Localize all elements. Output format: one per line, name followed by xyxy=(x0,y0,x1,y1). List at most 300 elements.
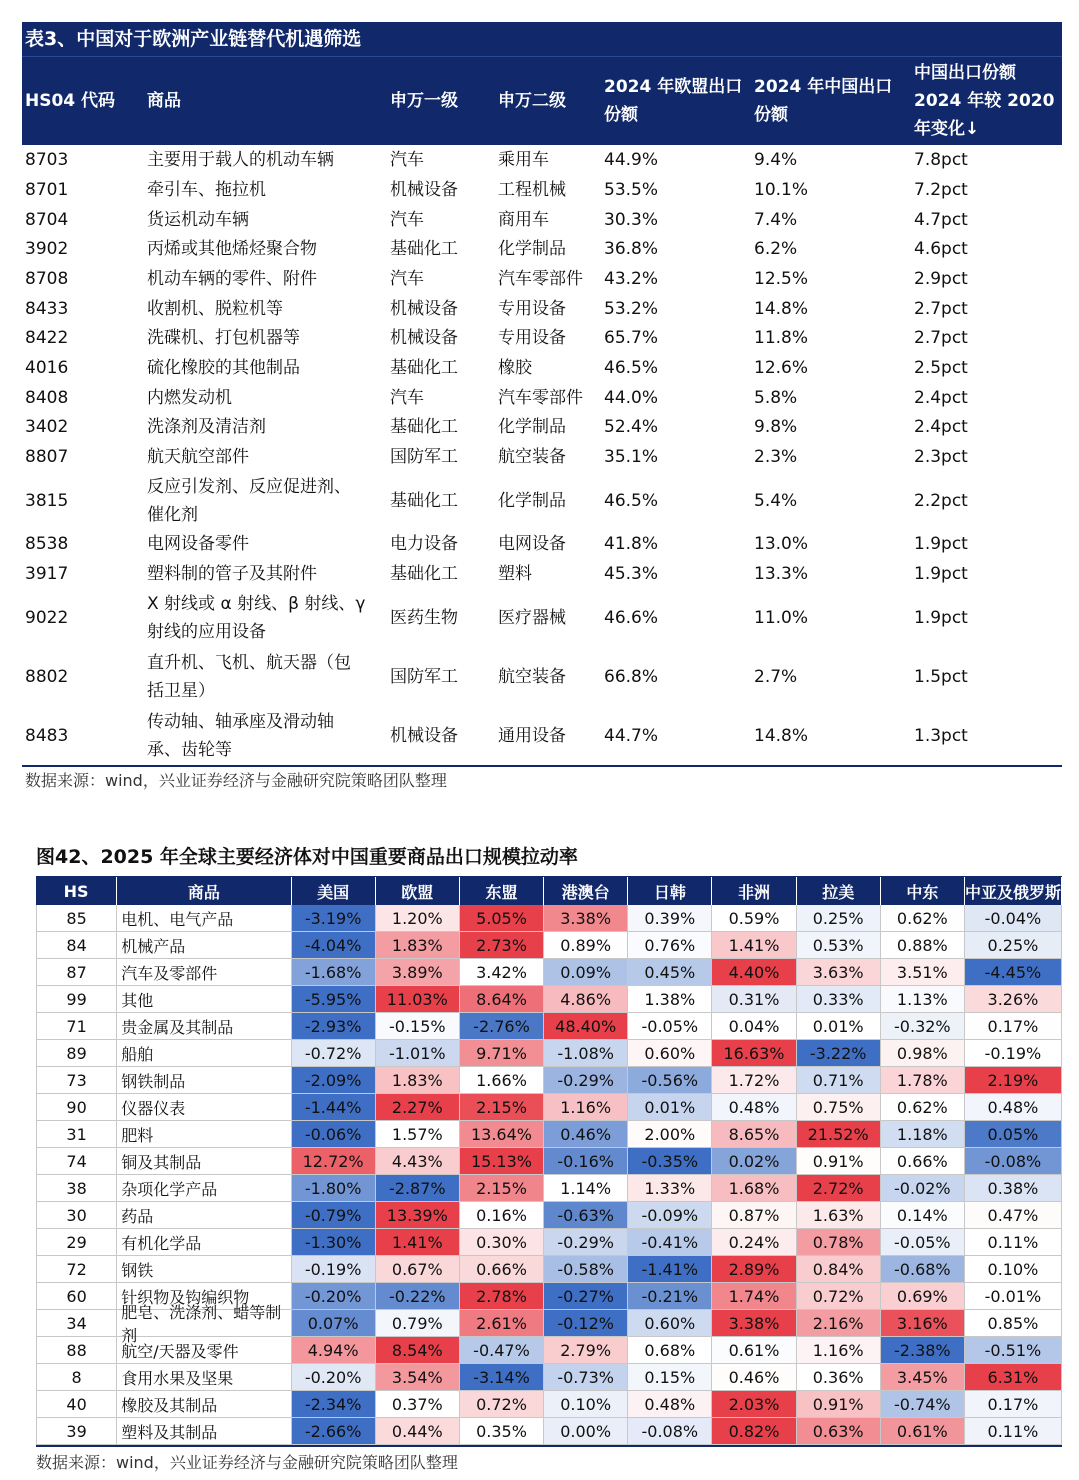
figure42-value-cell: -0.72% xyxy=(292,1040,376,1067)
figure42-value-cell: 2.16% xyxy=(797,1310,881,1337)
table3-row xyxy=(22,442,1062,472)
figure42-value-cell: 0.60% xyxy=(628,1310,712,1337)
table3-row xyxy=(22,175,1062,205)
figure42-value-cell: 2.78% xyxy=(460,1283,544,1310)
table3-header-cell: HS04 代码 xyxy=(25,91,116,111)
table3-cell: 通用设备 xyxy=(498,725,566,746)
figure42-value-cell: 1.38% xyxy=(628,986,712,1013)
table3-cell: 1.3pct xyxy=(914,725,968,746)
figure42-value-cell: 8.65% xyxy=(712,1121,796,1148)
figure42-value-cell: 0.44% xyxy=(376,1418,460,1445)
figure42-hs-cell: 8 xyxy=(36,1364,117,1391)
table3-cell: X 射线或 α 射线、β 射线、γ 射线的应用设备 xyxy=(147,593,366,642)
figure42-value-cell: 0.68% xyxy=(628,1337,712,1364)
figure42-value-cell: -0.15% xyxy=(376,1013,460,1040)
table3-cell: 8538 xyxy=(25,534,69,554)
figure42-value-cell: -0.20% xyxy=(292,1283,376,1310)
figure42-value-cell: -2.34% xyxy=(292,1391,376,1418)
figure42-value-cell: 0.62% xyxy=(881,1094,965,1121)
figure42-value-cell: 0.33% xyxy=(797,986,881,1013)
table3-row xyxy=(22,145,1062,175)
figure42-title: 图42、2025 年全球主要经济体对中国重要商品出口规模拉动率 xyxy=(36,846,578,868)
table3-cell: 7.4% xyxy=(754,209,798,230)
figure42-value-cell: 1.78% xyxy=(881,1067,965,1094)
figure42-row xyxy=(36,1067,1062,1094)
figure42-header-cell: 日韩 xyxy=(628,877,712,905)
table3-cell: 30.3% xyxy=(604,209,659,230)
table3-cell: 14.8% xyxy=(754,725,809,746)
figure42-value-cell: 2.73% xyxy=(460,932,544,959)
table3-cell: 机械设备 xyxy=(390,180,458,200)
figure42-value-cell: -0.63% xyxy=(544,1202,628,1229)
figure42-value-cell: 2.79% xyxy=(544,1337,628,1364)
table3-cell: 内燃发动机 xyxy=(147,387,232,408)
table3-cell: 1.9pct xyxy=(914,563,968,584)
table3-cell: 航天航空部件 xyxy=(147,447,249,467)
figure42-value-cell: 0.75% xyxy=(797,1094,881,1121)
figure42-value-cell: -2.38% xyxy=(881,1337,965,1364)
figure42-value-cell: 0.45% xyxy=(628,959,712,986)
figure42-row xyxy=(36,1148,1062,1175)
figure42-value-cell: 2.27% xyxy=(376,1094,460,1121)
figure42-value-cell: 0.24% xyxy=(712,1229,796,1256)
table3-cell: 主要用于载人的机动车辆 xyxy=(147,150,334,170)
figure42-hs-cell: 87 xyxy=(36,959,117,986)
figure42-value-cell: -1.68% xyxy=(292,959,376,986)
figure42-value-cell: 16.63% xyxy=(712,1040,796,1067)
figure42-value-cell: -0.21% xyxy=(628,1283,712,1310)
figure42-product-cell: 机械产品 xyxy=(117,932,291,959)
figure42-value-cell: 8.54% xyxy=(376,1337,460,1364)
table3-cell: 机械设备 xyxy=(390,328,458,348)
figure42-hs-cell: 29 xyxy=(36,1229,117,1256)
table3-cell: 丙烯或其他烯烃聚合物 xyxy=(147,239,317,259)
figure42-value-cell: 0.16% xyxy=(460,1202,544,1229)
table3-cell: 8422 xyxy=(25,328,69,348)
figure42-value-cell: 0.60% xyxy=(628,1040,712,1067)
figure42-value-cell: -0.05% xyxy=(881,1229,965,1256)
figure42-value-cell: -0.41% xyxy=(628,1229,712,1256)
figure42-value-cell: -0.20% xyxy=(292,1364,376,1391)
figure42-row xyxy=(36,1337,1062,1364)
figure42-product-cell: 航空/天器及零件 xyxy=(117,1337,291,1364)
figure42-value-cell: -0.35% xyxy=(628,1148,712,1175)
figure42-row xyxy=(36,986,1062,1013)
figure42-value-cell: 0.02% xyxy=(712,1148,796,1175)
figure42-value-cell: 5.05% xyxy=(460,905,544,932)
figure42-value-cell: 0.53% xyxy=(797,932,881,959)
figure42-value-cell: 0.15% xyxy=(628,1364,712,1391)
table3-row xyxy=(22,588,1062,647)
figure42-value-cell: -0.08% xyxy=(628,1418,712,1445)
figure42-value-cell: 0.48% xyxy=(628,1391,712,1418)
table3-cell: 8703 xyxy=(25,150,69,170)
figure42-value-cell: 0.79% xyxy=(376,1310,460,1337)
table3-cell: 41.8% xyxy=(604,534,659,554)
figure42-product-cell: 铜及其制品 xyxy=(117,1148,291,1175)
table3-cell: 国防军工 xyxy=(390,666,458,687)
table3 xyxy=(22,22,1062,767)
figure42-row xyxy=(36,1391,1062,1418)
figure42-value-cell: 0.09% xyxy=(544,959,628,986)
table3-cell: 5.4% xyxy=(754,490,798,511)
table3-cell: 35.1% xyxy=(604,447,659,467)
figure42-value-cell: 0.85% xyxy=(965,1310,1062,1337)
figure42-hs-cell: 31 xyxy=(36,1121,117,1148)
figure42-value-cell: 0.89% xyxy=(544,932,628,959)
table3-cell: 化学制品 xyxy=(498,239,566,259)
figure42-product-cell: 钢铁 xyxy=(117,1256,291,1283)
figure42-value-cell: 11.03% xyxy=(376,986,460,1013)
figure42-value-cell: 1.41% xyxy=(712,932,796,959)
figure42-value-cell: 0.87% xyxy=(712,1202,796,1229)
table3-cell: 商用车 xyxy=(498,209,549,230)
figure42-value-cell: -0.19% xyxy=(292,1256,376,1283)
table3-cell: 2.9pct xyxy=(914,269,968,289)
figure42-hs-cell: 88 xyxy=(36,1337,117,1364)
table3-cell: 2.3pct xyxy=(914,447,968,467)
figure42-value-cell: -1.80% xyxy=(292,1175,376,1202)
figure42-hs-cell: 71 xyxy=(36,1013,117,1040)
table3-cell: 电力设备 xyxy=(390,534,458,554)
table3-header-cell: 2024 年中国出口 份额 xyxy=(754,77,893,125)
figure42-value-cell: 0.69% xyxy=(881,1283,965,1310)
figure42-value-cell: -3.22% xyxy=(797,1040,881,1067)
table3-cell: 2.7% xyxy=(754,666,798,687)
figure42-value-cell: 0.01% xyxy=(797,1013,881,1040)
figure42-value-cell: 0.17% xyxy=(965,1391,1062,1418)
figure42-product-cell: 针织物及钩编织物 xyxy=(117,1283,291,1310)
table3-cell: 直升机、飞机、航天器（包 括卫星） xyxy=(147,652,351,701)
figure42-value-cell: 48.40% xyxy=(544,1013,628,1040)
figure42-value-cell: -1.30% xyxy=(292,1229,376,1256)
table3-cell: 7.8pct xyxy=(914,150,968,170)
figure42-value-cell: 2.15% xyxy=(460,1094,544,1121)
table3-cell: 汽车 xyxy=(390,209,424,230)
figure42-header-cell: 拉美 xyxy=(797,877,881,905)
table3-cell: 45.3% xyxy=(604,563,659,584)
table3-cell: 洗碟机、打包机器等 xyxy=(147,328,300,348)
table3-cell: 汽车零部件 xyxy=(498,269,583,289)
figure42-product-cell: 肥料 xyxy=(117,1121,291,1148)
table3-cell: 3815 xyxy=(25,490,69,511)
figure42-value-cell: 12.72% xyxy=(292,1148,376,1175)
figure42-hs-cell: 90 xyxy=(36,1094,117,1121)
figure42-value-cell: -0.74% xyxy=(881,1391,965,1418)
table3-cell: 8708 xyxy=(25,269,69,289)
table3-cell: 9.4% xyxy=(754,150,798,170)
table3-cell: 收割机、脱粒机等 xyxy=(147,298,283,319)
table3-cell: 化学制品 xyxy=(498,490,566,511)
table3-header xyxy=(22,56,1062,145)
figure42-product-cell: 贵金属及其制品 xyxy=(117,1013,291,1040)
figure42-value-cell: 0.67% xyxy=(376,1256,460,1283)
figure42-row xyxy=(36,959,1062,986)
table3-cell: 化学制品 xyxy=(498,417,566,437)
table3-cell: 44.9% xyxy=(604,150,659,170)
figure42-value-cell: 0.78% xyxy=(797,1229,881,1256)
figure42-header-cell: 非洲 xyxy=(712,877,796,905)
figure42-value-cell: 0.61% xyxy=(881,1418,965,1445)
table3-cell: 塑料制的管子及其附件 xyxy=(147,563,317,584)
table3-cell: 11.0% xyxy=(754,607,809,628)
figure42-value-cell: -1.41% xyxy=(628,1256,712,1283)
figure42-value-cell: -1.01% xyxy=(376,1040,460,1067)
figure42-header-cell: 欧盟 xyxy=(376,877,460,905)
figure42-header-cell: 港澳台 xyxy=(544,877,628,905)
figure42-row xyxy=(36,932,1062,959)
figure42-hs-cell: 72 xyxy=(36,1256,117,1283)
figure42-row xyxy=(36,1094,1062,1121)
table3-cell: 9.8% xyxy=(754,417,798,437)
figure42-value-cell: 2.00% xyxy=(628,1121,712,1148)
figure42-hs-cell: 40 xyxy=(36,1391,117,1418)
table3-cell: 橡胶 xyxy=(498,358,532,378)
figure42-hs-cell: 30 xyxy=(36,1202,117,1229)
table3-cell: 11.8% xyxy=(754,328,809,348)
figure42-value-cell: 0.07% xyxy=(292,1310,376,1337)
table3-cell: 机动车辆的零件、附件 xyxy=(147,269,317,289)
table3-cell: 基础化工 xyxy=(390,239,458,259)
table3-row xyxy=(22,353,1062,383)
figure42-value-cell: -0.29% xyxy=(544,1229,628,1256)
figure42-value-cell: -3.14% xyxy=(460,1364,544,1391)
figure42-value-cell: 0.63% xyxy=(797,1418,881,1445)
figure42-value-cell: 1.33% xyxy=(628,1175,712,1202)
figure42-row xyxy=(36,1256,1062,1283)
table3-cell: 医疗器械 xyxy=(498,607,566,628)
figure42-value-cell: 0.91% xyxy=(797,1391,881,1418)
table3-cell: 4.6pct xyxy=(914,239,968,259)
table3-cell: 5.8% xyxy=(754,387,798,408)
figure42-value-cell: 0.61% xyxy=(712,1337,796,1364)
figure42-value-cell: 0.38% xyxy=(965,1175,1062,1202)
figure42-value-cell: 3.38% xyxy=(544,905,628,932)
figure42-value-cell: 1.74% xyxy=(712,1283,796,1310)
figure42-value-cell: -0.79% xyxy=(292,1202,376,1229)
table3-header-cell: 申万一级 xyxy=(390,91,458,111)
figure42-value-cell: -0.12% xyxy=(544,1310,628,1337)
table3-cell: 46.5% xyxy=(604,358,659,378)
figure42-row xyxy=(36,1364,1062,1391)
table3-cell: 工程机械 xyxy=(498,180,566,200)
table3-row xyxy=(22,706,1062,765)
figure42-value-cell: 0.05% xyxy=(965,1121,1062,1148)
figure42-value-cell: 0.25% xyxy=(965,932,1062,959)
figure42-value-cell: 0.46% xyxy=(712,1364,796,1391)
figure42-product-cell: 仪器仪表 xyxy=(117,1094,291,1121)
table3-cell: 6.2% xyxy=(754,239,798,259)
figure42-hs-cell: 84 xyxy=(36,932,117,959)
table3-cell: 46.6% xyxy=(604,607,659,628)
figure42-value-cell: -0.73% xyxy=(544,1364,628,1391)
figure42-hs-cell: 39 xyxy=(36,1418,117,1445)
table3-cell: 44.0% xyxy=(604,387,659,408)
table3-row xyxy=(22,294,1062,323)
table3-source: 数据来源：wind，兴业证券经济与金融研究院策略团队整理 xyxy=(25,771,447,790)
figure42-value-cell: 0.25% xyxy=(797,905,881,932)
figure42-value-cell: 1.16% xyxy=(797,1337,881,1364)
figure42-row xyxy=(36,1013,1062,1040)
figure42-value-cell: 3.63% xyxy=(797,959,881,986)
figure42-value-cell: 1.66% xyxy=(460,1067,544,1094)
figure42-value-cell: 3.42% xyxy=(460,959,544,986)
table3-cell: 3402 xyxy=(25,417,69,437)
figure42-value-cell: -0.05% xyxy=(628,1013,712,1040)
figure42-value-cell: -0.22% xyxy=(376,1283,460,1310)
figure42-value-cell: 0.72% xyxy=(797,1283,881,1310)
figure42-value-cell: 3.89% xyxy=(376,959,460,986)
figure42-value-cell: -2.76% xyxy=(460,1013,544,1040)
figure42-value-cell: 8.64% xyxy=(460,986,544,1013)
figure42-value-cell: 4.40% xyxy=(712,959,796,986)
figure42-product-cell: 有机化学品 xyxy=(117,1229,291,1256)
figure42-product-cell: 药品 xyxy=(117,1202,291,1229)
figure42-value-cell: 0.98% xyxy=(881,1040,965,1067)
table3-cell: 专用设备 xyxy=(498,328,566,348)
figure42-row xyxy=(36,1229,1062,1256)
figure42-value-cell: 4.43% xyxy=(376,1148,460,1175)
table3-row xyxy=(22,264,1062,294)
figure42-value-cell: 2.15% xyxy=(460,1175,544,1202)
figure42-value-cell: 0.14% xyxy=(881,1202,965,1229)
figure42-value-cell: -0.47% xyxy=(460,1337,544,1364)
figure42-value-cell: -4.45% xyxy=(965,959,1062,986)
figure42-value-cell: -3.19% xyxy=(292,905,376,932)
figure42-value-cell: 1.63% xyxy=(797,1202,881,1229)
figure42-value-cell: 2.61% xyxy=(460,1310,544,1337)
figure42-value-cell: 4.94% xyxy=(292,1337,376,1364)
table3-cell: 2.7pct xyxy=(914,298,968,319)
table3-cell: 8704 xyxy=(25,209,69,230)
table3-cell: 4.7pct xyxy=(914,209,968,230)
figure42-product-cell: 塑料及其制品 xyxy=(117,1418,291,1445)
table3-row xyxy=(22,412,1062,442)
figure42-row xyxy=(36,1040,1062,1067)
figure42-table xyxy=(36,876,1062,1447)
figure42-value-cell: -1.08% xyxy=(544,1040,628,1067)
table3-cell: 12.6% xyxy=(754,358,809,378)
figure42-value-cell: 3.16% xyxy=(881,1310,965,1337)
figure42-header-cell: 美国 xyxy=(292,877,376,905)
figure42-header-cell: 中亚及俄罗斯 xyxy=(965,877,1062,905)
figure42-value-cell: -4.04% xyxy=(292,932,376,959)
figure42-value-cell: 1.18% xyxy=(881,1121,965,1148)
figure42-value-cell: 0.00% xyxy=(544,1418,628,1445)
table3-cell: 52.4% xyxy=(604,417,659,437)
figure42-value-cell: 0.31% xyxy=(712,986,796,1013)
figure42-row xyxy=(36,1303,1062,1345)
table3-body xyxy=(22,145,1062,767)
figure42-value-cell: 3.38% xyxy=(712,1310,796,1337)
figure42-product-cell: 电机、电气产品 xyxy=(117,905,291,932)
figure42-value-cell: -0.51% xyxy=(965,1337,1062,1364)
figure42-value-cell: -2.93% xyxy=(292,1013,376,1040)
figure42-hs-cell: 60 xyxy=(36,1283,117,1310)
table3-header-cell: 商品 xyxy=(147,91,181,111)
table3-cell: 传动轴、轴承座及滑动轴 承、齿轮等 xyxy=(147,711,334,760)
figure42-value-cell: 0.66% xyxy=(881,1148,965,1175)
figure42-product-cell: 汽车及零部件 xyxy=(117,959,291,986)
table3-header-cell: 2024 年欧盟出口 份额 xyxy=(604,77,743,125)
table3-row xyxy=(22,205,1062,234)
table3-row xyxy=(22,383,1062,412)
figure42-value-cell: -0.01% xyxy=(965,1283,1062,1310)
figure42-value-cell: 0.01% xyxy=(628,1094,712,1121)
table3-cell: 2.3% xyxy=(754,447,798,467)
figure42-header-cell: 东盟 xyxy=(460,877,544,905)
figure42-product-cell: 食用水果及坚果 xyxy=(117,1364,291,1391)
figure42-value-cell: 2.89% xyxy=(712,1256,796,1283)
table3-cell: 2.5pct xyxy=(914,358,968,378)
figure42-hs-cell: 38 xyxy=(36,1175,117,1202)
figure42-value-cell: 0.59% xyxy=(712,905,796,932)
figure42-value-cell: -0.09% xyxy=(628,1202,712,1229)
table3-cell: 44.7% xyxy=(604,725,659,746)
figure42-value-cell: -0.58% xyxy=(544,1256,628,1283)
table3-cell: 航空装备 xyxy=(498,447,566,467)
figure42-value-cell: 9.71% xyxy=(460,1040,544,1067)
figure42-value-cell: 0.48% xyxy=(965,1094,1062,1121)
figure42-value-cell: 1.13% xyxy=(881,986,965,1013)
figure42-value-cell: 0.46% xyxy=(544,1121,628,1148)
table3-cell: 机械设备 xyxy=(390,298,458,319)
figure42-product-cell: 钢铁制品 xyxy=(117,1067,291,1094)
figure42-value-cell: 1.16% xyxy=(544,1094,628,1121)
figure42-hs-cell: 73 xyxy=(36,1067,117,1094)
figure42-row xyxy=(36,905,1062,932)
table3-cell: 7.2pct xyxy=(914,180,968,200)
figure42-value-cell: 1.68% xyxy=(712,1175,796,1202)
table3-cell: 46.5% xyxy=(604,490,659,511)
figure42-value-cell: 3.54% xyxy=(376,1364,460,1391)
figure42-value-cell: -5.95% xyxy=(292,986,376,1013)
table3-cell: 3917 xyxy=(25,563,69,584)
table3-cell: 2.4pct xyxy=(914,387,968,408)
figure42-source: 数据来源：wind，兴业证券经济与金融研究院策略团队整理 xyxy=(36,1453,458,1472)
table3-cell: 基础化工 xyxy=(390,417,458,437)
figure42-value-cell: 0.30% xyxy=(460,1229,544,1256)
table3-cell: 8433 xyxy=(25,298,69,319)
figure42-value-cell: 0.62% xyxy=(881,905,965,932)
figure42-value-cell: 1.14% xyxy=(544,1175,628,1202)
table3-cell: 国防军工 xyxy=(390,447,458,467)
figure42-value-cell: 0.10% xyxy=(965,1256,1062,1283)
table3-header-cell: 申万二级 xyxy=(498,91,566,111)
figure42-value-cell: -0.32% xyxy=(881,1013,965,1040)
table3-cell: 硫化橡胶的其他制品 xyxy=(147,358,300,378)
table3-cell: 2.7pct xyxy=(914,328,968,348)
table3-cell: 基础化工 xyxy=(390,563,458,584)
table3-cell: 65.7% xyxy=(604,328,659,348)
figure42-hs-cell: 99 xyxy=(36,986,117,1013)
figure42-value-cell: 1.83% xyxy=(376,932,460,959)
figure42-header-cell: HS xyxy=(36,877,117,905)
figure42-value-cell: -1.44% xyxy=(292,1094,376,1121)
figure42-value-cell: 0.66% xyxy=(460,1256,544,1283)
figure42-value-cell: 0.37% xyxy=(376,1391,460,1418)
table3-row xyxy=(22,529,1062,559)
figure42-value-cell: 13.64% xyxy=(460,1121,544,1148)
table3-cell: 2.4pct xyxy=(914,417,968,437)
figure42-hs-cell: 89 xyxy=(36,1040,117,1067)
figure42-value-cell: 0.35% xyxy=(460,1418,544,1445)
table3-cell: 53.2% xyxy=(604,298,659,319)
figure42-value-cell: 0.39% xyxy=(628,905,712,932)
figure42-value-cell: -0.19% xyxy=(965,1040,1062,1067)
table3-cell: 专用设备 xyxy=(498,298,566,319)
figure42-value-cell: 0.71% xyxy=(797,1067,881,1094)
